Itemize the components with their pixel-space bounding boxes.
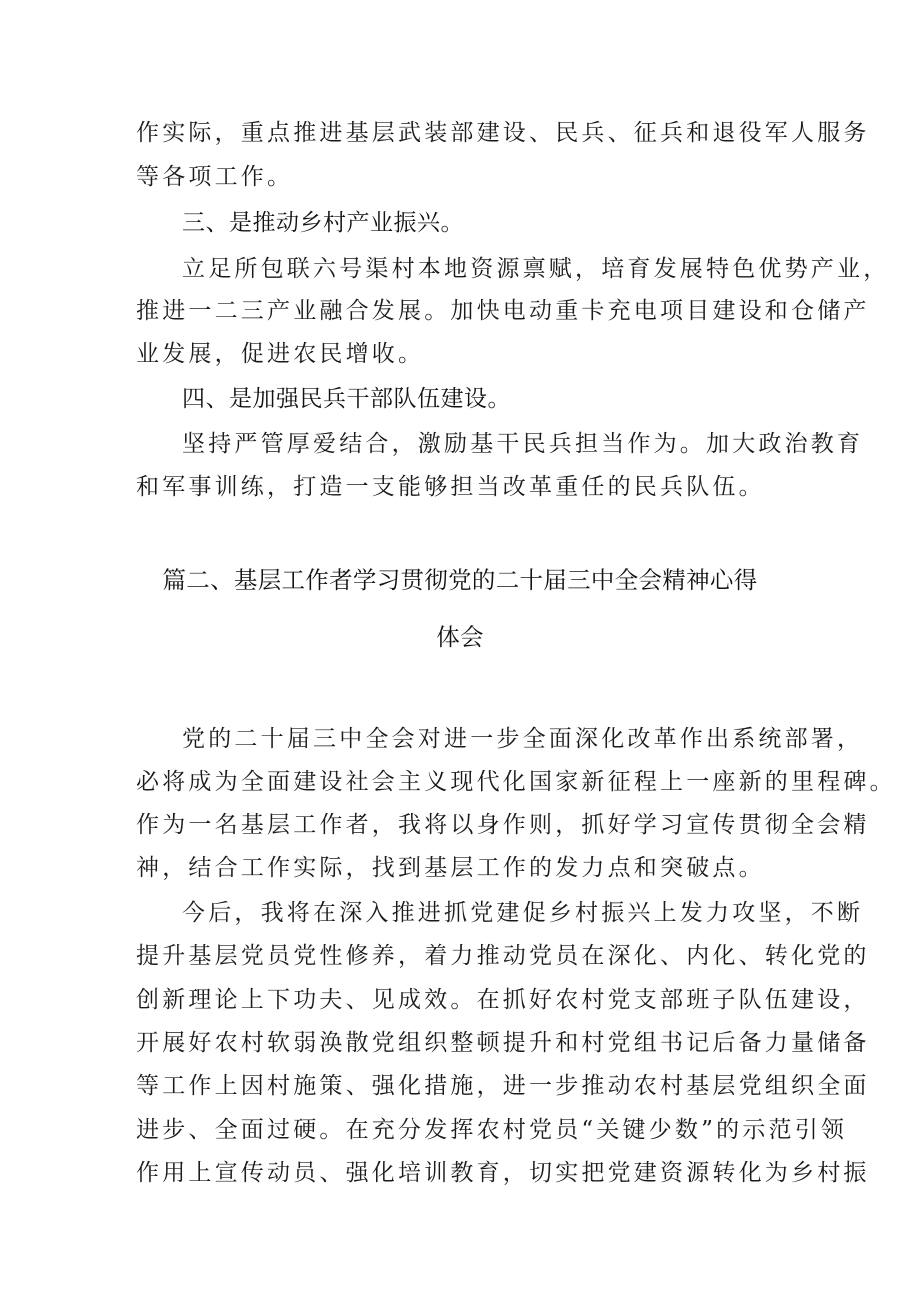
body-line: 等各项工作。 bbox=[136, 164, 294, 190]
body-line: 进步、全面过硬。在充分发挥农村党员“关键少数”的示范引领 bbox=[136, 1117, 848, 1143]
body-line: 业发展，促进农民增收。 bbox=[136, 341, 425, 367]
body-line: 开展好农村软弱涣散党组织整顿提升和村党组书记后备力量储备 bbox=[136, 1030, 870, 1056]
body-line: 创新理论上下功夫、见成效。在抓好农村党支部班子队伍建设， bbox=[136, 987, 870, 1013]
body-line: 必将成为全面建设社会主义现代化国家新征程上一座新的里程碑。 bbox=[136, 769, 896, 795]
section-heading-4: 四、是加强民兵干部队伍建设。 bbox=[182, 386, 511, 412]
body-line: 坚持严管厚爱结合，激励基干民兵担当作为。加大政治教育 bbox=[182, 431, 864, 457]
article-title-continued: 体会 bbox=[436, 623, 484, 651]
body-line: 推进一二三产业融合发展。加快电动重卡充电项目建设和仓储产 bbox=[136, 298, 870, 324]
article-title: 篇二、基层工作者学习贯彻党的二十届三中全会精神心得 bbox=[162, 566, 758, 594]
body-line: 神，结合工作实际，找到基层工作的发力点和突破点。 bbox=[136, 855, 765, 881]
body-line: 作用上宣传动员、强化培训教育，切实把党建资源转化为乡村振 bbox=[136, 1160, 870, 1186]
body-line: 今后，我将在深入推进抓党建促乡村振兴上发力攻坚，不断 bbox=[182, 900, 864, 926]
body-line: 党的二十届三中全会对进一步全面深化改革作出系统部署， bbox=[182, 726, 864, 752]
body-line: 等工作上因村施策、强化措施，进一步推动农村基层党组织全面 bbox=[136, 1073, 870, 1099]
body-line: 提升基层党员党性修养，着力推动党员在深化、内化、转化党的 bbox=[136, 943, 870, 969]
section-heading-3: 三、是推动乡村产业振兴。 bbox=[182, 210, 464, 236]
body-line: 作实际，重点推进基层武装部建设、民兵、征兵和退役军人服务 bbox=[136, 120, 870, 146]
body-line: 立足所包联六号渠村本地资源禀赋，培育发展特色优势产业， bbox=[182, 256, 890, 282]
body-line: 作为一名基层工作者，我将以身作则，抓好学习宣传贯彻全会精 bbox=[136, 812, 870, 838]
body-line: 和军事训练，打造一支能够担当改革重任的民兵队伍。 bbox=[136, 474, 765, 500]
